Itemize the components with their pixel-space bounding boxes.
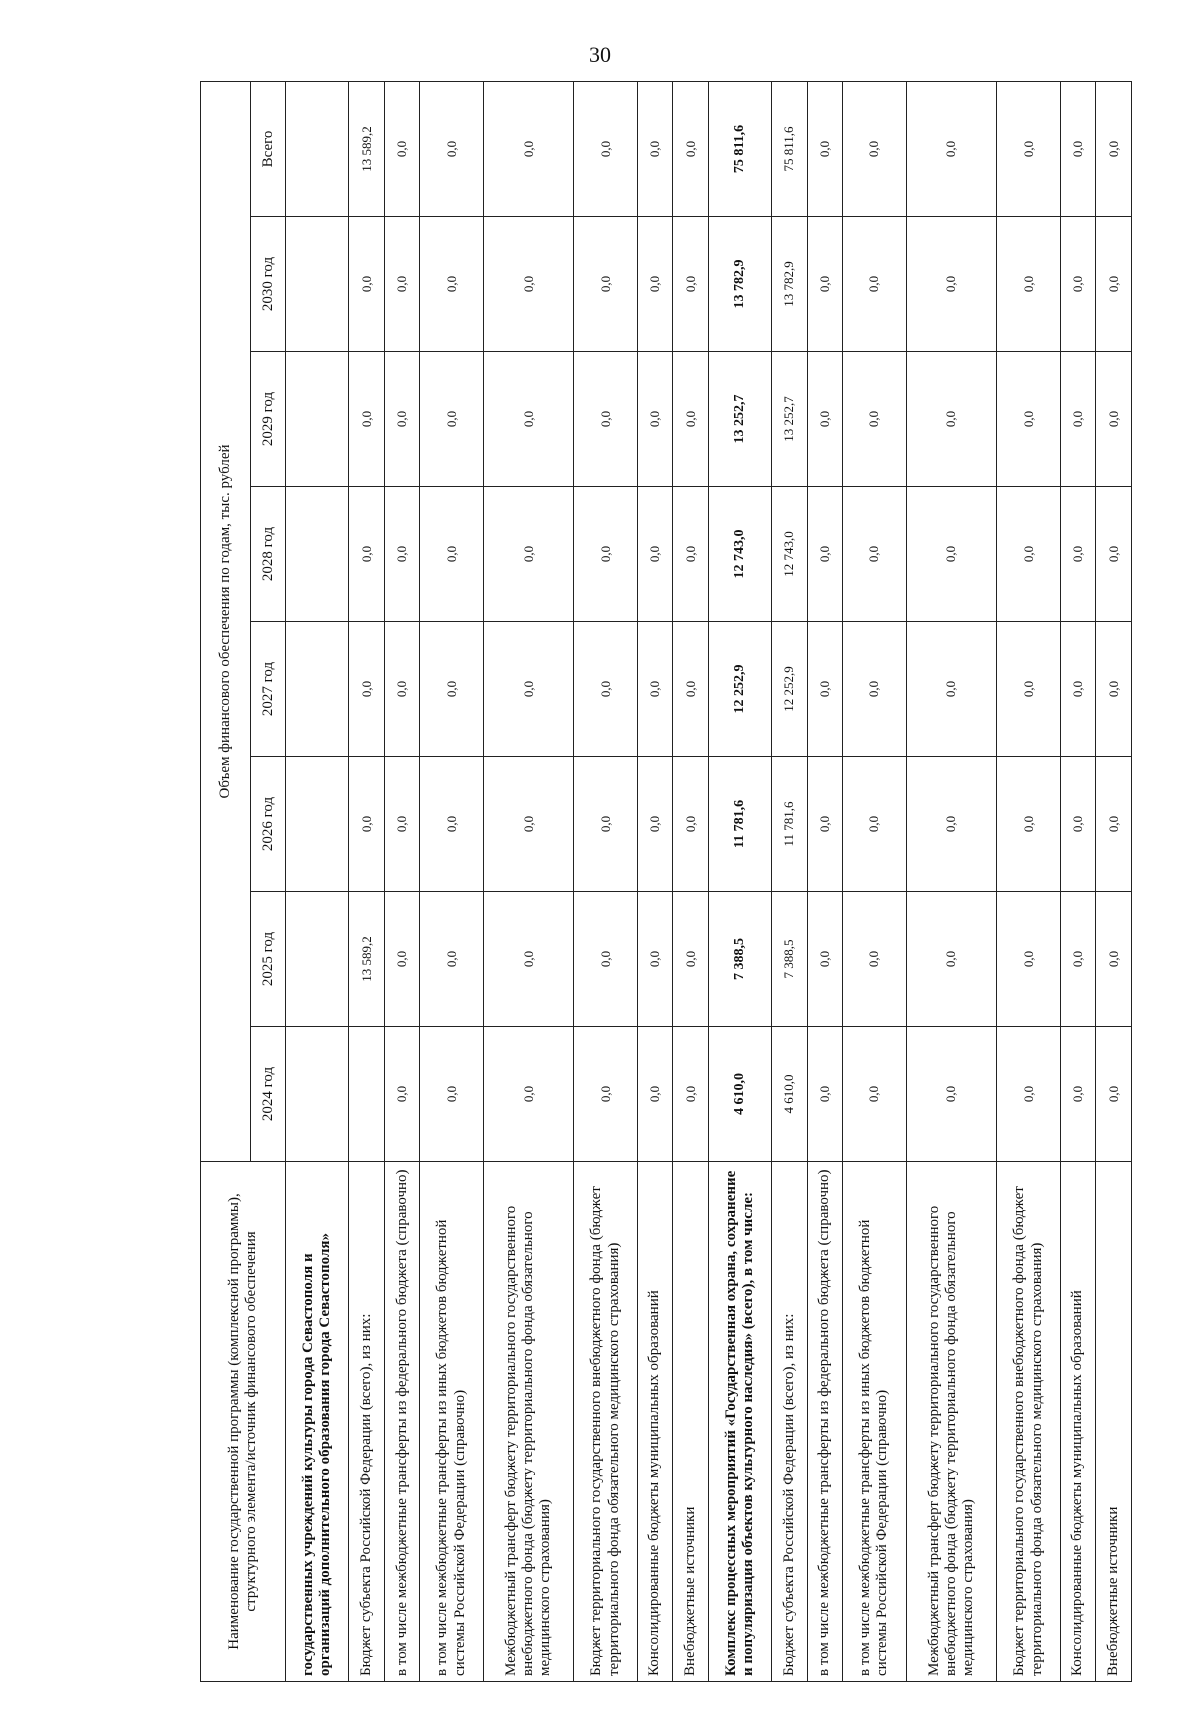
cell-value: 12 252,9 [772,622,808,757]
page-number: 30 [589,42,611,67]
cell-value: 4 610,0 [708,1027,771,1162]
cell-value: 0,0 [637,1027,673,1162]
cell-value: 0,0 [574,217,637,352]
cell-value: 0,0 [807,487,843,622]
cell-value: 0,0 [807,352,843,487]
cell-value: 0,0 [906,81,997,216]
cell-value: 0,0 [807,757,843,892]
cell-value: 0,0 [1096,217,1132,352]
row-label: Комплекс процессных мероприятий «Государственная охрана, сохранение и популяризация объектов культурного наследия» (всего), в том числе: [708,1162,771,1682]
table-row [286,81,349,1681]
cell-value: 0,0 [1096,1027,1132,1162]
cell-value: 0,0 [349,487,385,622]
table-row [384,81,420,1681]
cell-value: 0,0 [997,217,1060,352]
cell-value: 0,0 [906,487,997,622]
cell-value: 0,0 [807,622,843,757]
cell-value [286,1027,349,1162]
header-year-4: 2028 год [251,487,286,622]
row-label: Межбюджетный трансферт бюджету территориального государственного внебюджетного фонда (бюджету территориального фонда обязательного медицинского страхования) [483,1162,574,1682]
header-year-5: 2029 год [251,352,286,487]
row-label: Бюджет субъекта Российской Федерации (всего), из них: [772,1162,808,1682]
cell-value [286,352,349,487]
row-label: Консолидированные бюджеты муниципальных образований [1060,1162,1096,1682]
cell-value: 0,0 [384,352,420,487]
cell-value: 0,0 [574,81,637,216]
cell-value: 0,0 [637,81,673,216]
cell-value: 0,0 [673,892,709,1027]
cell-value: 0,0 [997,1027,1060,1162]
table-row [1060,81,1096,1681]
cell-value: 0,0 [574,622,637,757]
cell-value: 0,0 [420,81,483,216]
cell-value: 0,0 [807,1027,843,1162]
cell-value: 0,0 [997,757,1060,892]
table-row [772,81,808,1681]
cell-value: 13 252,7 [708,352,771,487]
cell-value: 75 811,6 [708,81,771,216]
cell-value [286,487,349,622]
cell-value: 4 610,0 [772,1027,808,1162]
row-label: Бюджет территориального государственного внебюджетного фонда (бюджет территориального фонда обязательного медицинского страхования) [997,1162,1060,1682]
cell-value: 0,0 [906,622,997,757]
cell-value: 0,0 [483,1027,574,1162]
cell-value: 0,0 [349,757,385,892]
cell-value: 0,0 [673,757,709,892]
header-year-2: 2026 год [251,757,286,892]
cell-value: 0,0 [384,757,420,892]
row-label: Межбюджетный трансферт бюджету территориального государственного внебюджетного фонда (бюджету территориального фонда обязательного медицинского страхования) [906,1162,997,1682]
cell-value: 11 781,6 [708,757,771,892]
cell-value: 0,0 [1060,892,1096,1027]
cell-value: 13 589,2 [349,81,385,216]
cell-value: 13 589,2 [349,892,385,1027]
table-row [708,81,771,1681]
cell-value: 0,0 [843,892,906,1027]
cell-value: 0,0 [483,352,574,487]
financing-table [200,81,1132,1682]
table-canvas [200,82,1132,1682]
cell-value: 0,0 [349,352,385,487]
table-row [349,81,385,1681]
cell-value: 0,0 [673,352,709,487]
cell-value: 0,0 [843,81,906,216]
table-row [673,81,709,1681]
cell-value: 0,0 [420,487,483,622]
cell-value: 0,0 [349,217,385,352]
cell-value: 0,0 [1060,757,1096,892]
cell-value: 0,0 [1060,352,1096,487]
cell-value: 0,0 [483,217,574,352]
cell-value: 0,0 [420,757,483,892]
cell-value: 75 811,6 [772,81,808,216]
table-row [637,81,673,1681]
cell-value: 0,0 [1060,622,1096,757]
cell-value: 0,0 [1096,487,1132,622]
header-volume-title: Объем финансового обеспечения по годам, тыс. рублей [201,81,251,1161]
row-label: Бюджет субъекта Российской Федерации (всего), из них: [349,1162,385,1682]
cell-value: 0,0 [906,1027,997,1162]
cell-value: 0,0 [483,81,574,216]
cell-value: 0,0 [906,217,997,352]
cell-value: 0,0 [906,892,997,1027]
cell-value: 0,0 [673,487,709,622]
header-year-1: 2025 год [251,892,286,1027]
cell-value: 0,0 [1096,757,1132,892]
cell-value: 0,0 [574,757,637,892]
cell-value: 0,0 [420,352,483,487]
cell-value: 0,0 [906,352,997,487]
cell-value: 11 781,6 [772,757,808,892]
cell-value: 0,0 [483,892,574,1027]
cell-value: 0,0 [420,1027,483,1162]
cell-value: 13 782,9 [708,217,771,352]
header-year-3: 2027 год [251,622,286,757]
row-label: в том числе межбюджетные трансферты из иных бюджетов бюджетной системы Российской Федерации (справочно) [420,1162,483,1682]
cell-value: 0,0 [420,622,483,757]
cell-value: 0,0 [420,217,483,352]
table-row [1096,81,1132,1681]
cell-value: 0,0 [349,622,385,757]
cell-value: 12 743,0 [772,487,808,622]
cell-value: 0,0 [843,352,906,487]
cell-value: 0,0 [637,217,673,352]
cell-value: 0,0 [1096,892,1132,1027]
cell-value: 0,0 [574,1027,637,1162]
cell-value: 0,0 [1060,1027,1096,1162]
cell-value: 0,0 [843,217,906,352]
cell-value: 0,0 [807,892,843,1027]
table-row [843,81,906,1681]
row-label: Внебюджетные источники [673,1162,709,1682]
cell-value: 0,0 [843,622,906,757]
cell-value: 0,0 [997,892,1060,1027]
row-label: государственных учреждений культуры города Севастополя и организаций дополнительного образования города Севастополя» [286,1162,349,1682]
cell-value: 0,0 [574,487,637,622]
cell-value: 0,0 [483,757,574,892]
cell-value: 0,0 [807,217,843,352]
cell-value: 0,0 [906,757,997,892]
cell-value: 0,0 [420,892,483,1027]
cell-value: 0,0 [483,487,574,622]
cell-value: 0,0 [384,622,420,757]
cell-value: 0,0 [384,217,420,352]
cell-value: 0,0 [384,81,420,216]
cell-value: 0,0 [1060,81,1096,216]
cell-value: 0,0 [384,1027,420,1162]
row-label: в том числе межбюджетные трансферты из федерального бюджета (справочно) [384,1162,420,1682]
table-row [483,81,574,1681]
cell-value: 0,0 [843,1027,906,1162]
rotated-table-area [200,82,1132,1682]
cell-value: 0,0 [574,892,637,1027]
cell-value: 12 743,0 [708,487,771,622]
cell-value: 0,0 [1060,217,1096,352]
cell-value: 0,0 [997,487,1060,622]
table-row [420,81,483,1681]
cell-value: 0,0 [1096,352,1132,487]
cell-value: 0,0 [637,487,673,622]
cell-value: 0,0 [997,622,1060,757]
cell-value: 0,0 [997,81,1060,216]
cell-value: 0,0 [843,487,906,622]
cell-value: 0,0 [673,1027,709,1162]
row-label: в том числе межбюджетные трансферты из федерального бюджета (справочно) [807,1162,843,1682]
cell-value: 0,0 [1060,487,1096,622]
cell-value: 0,0 [384,892,420,1027]
cell-value: 0,0 [673,81,709,216]
header-year-6: 2030 год [251,217,286,352]
table-row [906,81,997,1681]
cell-value [286,622,349,757]
cell-value: 0,0 [384,487,420,622]
cell-value: 0,0 [673,622,709,757]
cell-value: 0,0 [1096,622,1132,757]
cell-value [286,81,349,216]
cell-value: 7 388,5 [708,892,771,1027]
cell-value: 0,0 [673,217,709,352]
cell-value: 12 252,9 [708,622,771,757]
table-row [807,81,843,1681]
row-label: в том числе межбюджетные трансферты из иных бюджетов бюджетной системы Российской Федерации (справочно) [843,1162,906,1682]
header-name-column: Наименование государственной программы (комплексной программы), структурного элемента/источник финансового обеспечения [201,1162,286,1682]
row-label: Внебюджетные источники [1096,1162,1132,1682]
cell-value: 0,0 [1096,81,1132,216]
table-row [574,81,637,1681]
cell-value: 0,0 [997,352,1060,487]
cell-value: 0,0 [843,757,906,892]
cell-value: 7 388,5 [772,892,808,1027]
cell-value: 13 782,9 [772,217,808,352]
cell-value: 0,0 [483,622,574,757]
cell-value: 13 252,7 [772,352,808,487]
table-row [997,81,1060,1681]
cell-value [286,757,349,892]
cell-value [349,1027,385,1162]
row-label: Бюджет территориального государственного внебюджетного фонда (бюджет территориального фонда обязательного медицинского страхования) [574,1162,637,1682]
cell-value: 0,0 [807,81,843,216]
header-year-7: Всего [251,81,286,216]
cell-value: 0,0 [637,352,673,487]
cell-value [286,217,349,352]
cell-value: 0,0 [637,757,673,892]
cell-value: 0,0 [637,622,673,757]
cell-value: 0,0 [574,352,637,487]
header-year-0: 2024 год [251,1027,286,1162]
row-label: Консолидированные бюджеты муниципальных образований [637,1162,673,1682]
cell-value [286,892,349,1027]
cell-value: 0,0 [637,892,673,1027]
